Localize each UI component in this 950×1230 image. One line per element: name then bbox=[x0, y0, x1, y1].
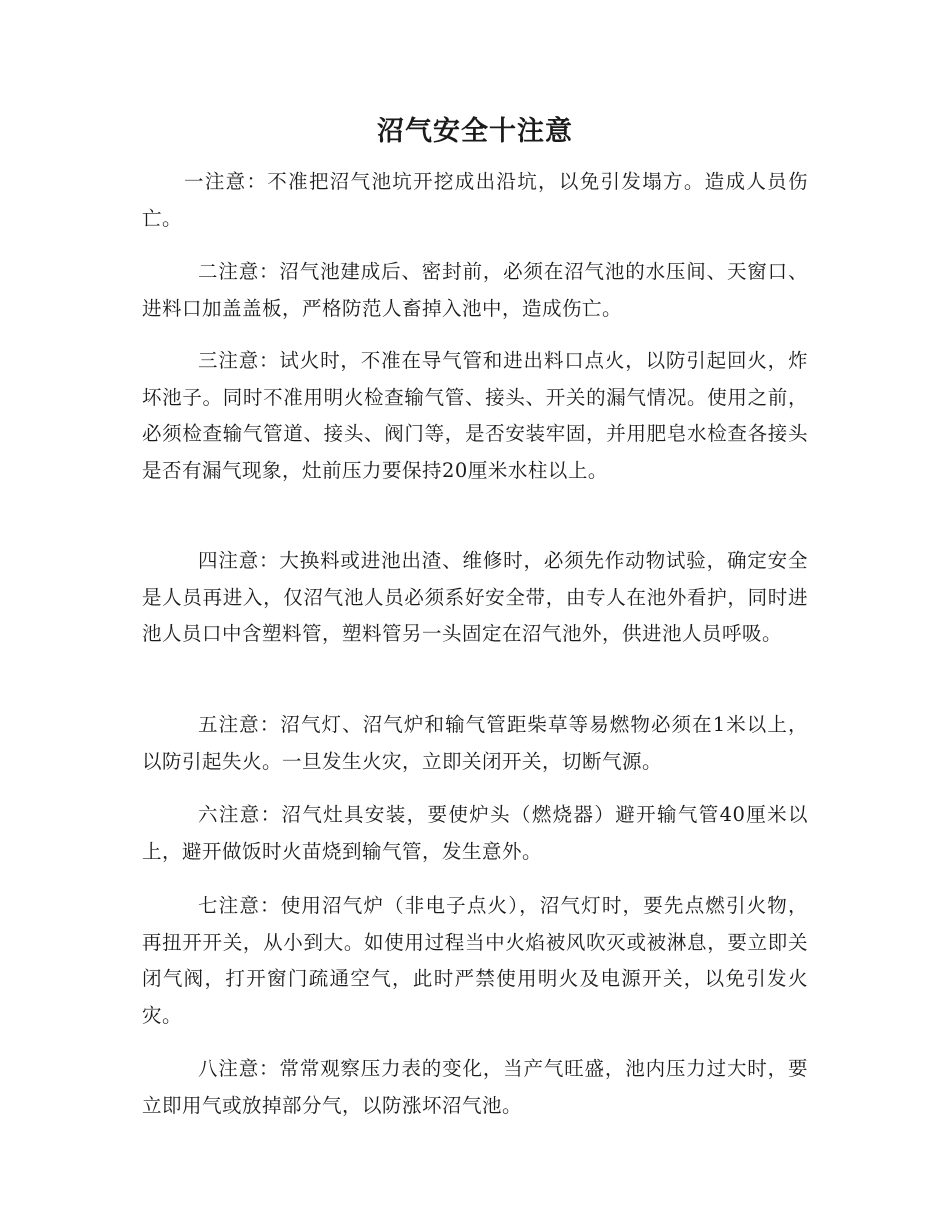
paragraph-note-8: 八注意：常常观察压力表的变化，当产气旺盛，池内压力过大时，要立即用气或放掉部分气，以防涨坏沼气池。 bbox=[142, 1057, 808, 1117]
paragraph-note-7: 七注意：使用沼气炉（非电子点火），沼气灯时，要先点燃引火物，再扭开开关，从小到大。如使用过程当中火焰被风吹灭或被淋息，要立即关闭气阀，打开窗门疏通空气，此时严禁使用明火及电源开关，以免引发火灾。 bbox=[142, 894, 808, 1027]
paragraph-note-5: 五注意：沼气灯、沼气炉和输气管距柴草等易燃物必须在1米以上，以防引起失火。一旦发生火灾，立即关闭开关，切断气源。 bbox=[142, 713, 808, 773]
paragraph-note-6: 六注意：沼气灶具安装，要使炉头（燃烧器）避开输气管40厘米以上，避开做饭时火苗烧到输气管，发生意外。 bbox=[142, 803, 808, 863]
paragraph-note-3: 三注意：试火时，不准在导气管和进出料口点火，以防引起回火，炸坏池子。同时不准用明火检查输气管、接头、开关的漏气情况。使用之前，必须检查输气管道、接头、阀门等，是否安装牢固，并用肥皂水检查各接头是否有漏气现象，灶前压力要保持20厘米水柱以上。 bbox=[142, 349, 808, 482]
page-title: 沼气安全十注意 bbox=[377, 116, 573, 147]
paragraph-note-1: 一注意：不准把沼气池坑开挖成出沿坑，以免引发塌方。造成人员伤亡。 bbox=[142, 170, 808, 230]
paragraph-note-4: 四注意：大换料或进池出渣、维修时，必须先作动物试验，确定安全是人员再进入，仅沼气池人员必须系好安全带，由专人在池外看护，同时进池人员口中含塑料管，塑料管另一头固定在沼气池外，供进池人员呼吸。 bbox=[142, 549, 808, 645]
paragraph-note-2: 二注意：沼气池建成后、密封前，必须在沼气池的水压间、天窗口、进料口加盖盖板，严格防范人畜掉入池中，造成伤亡。 bbox=[142, 260, 808, 320]
